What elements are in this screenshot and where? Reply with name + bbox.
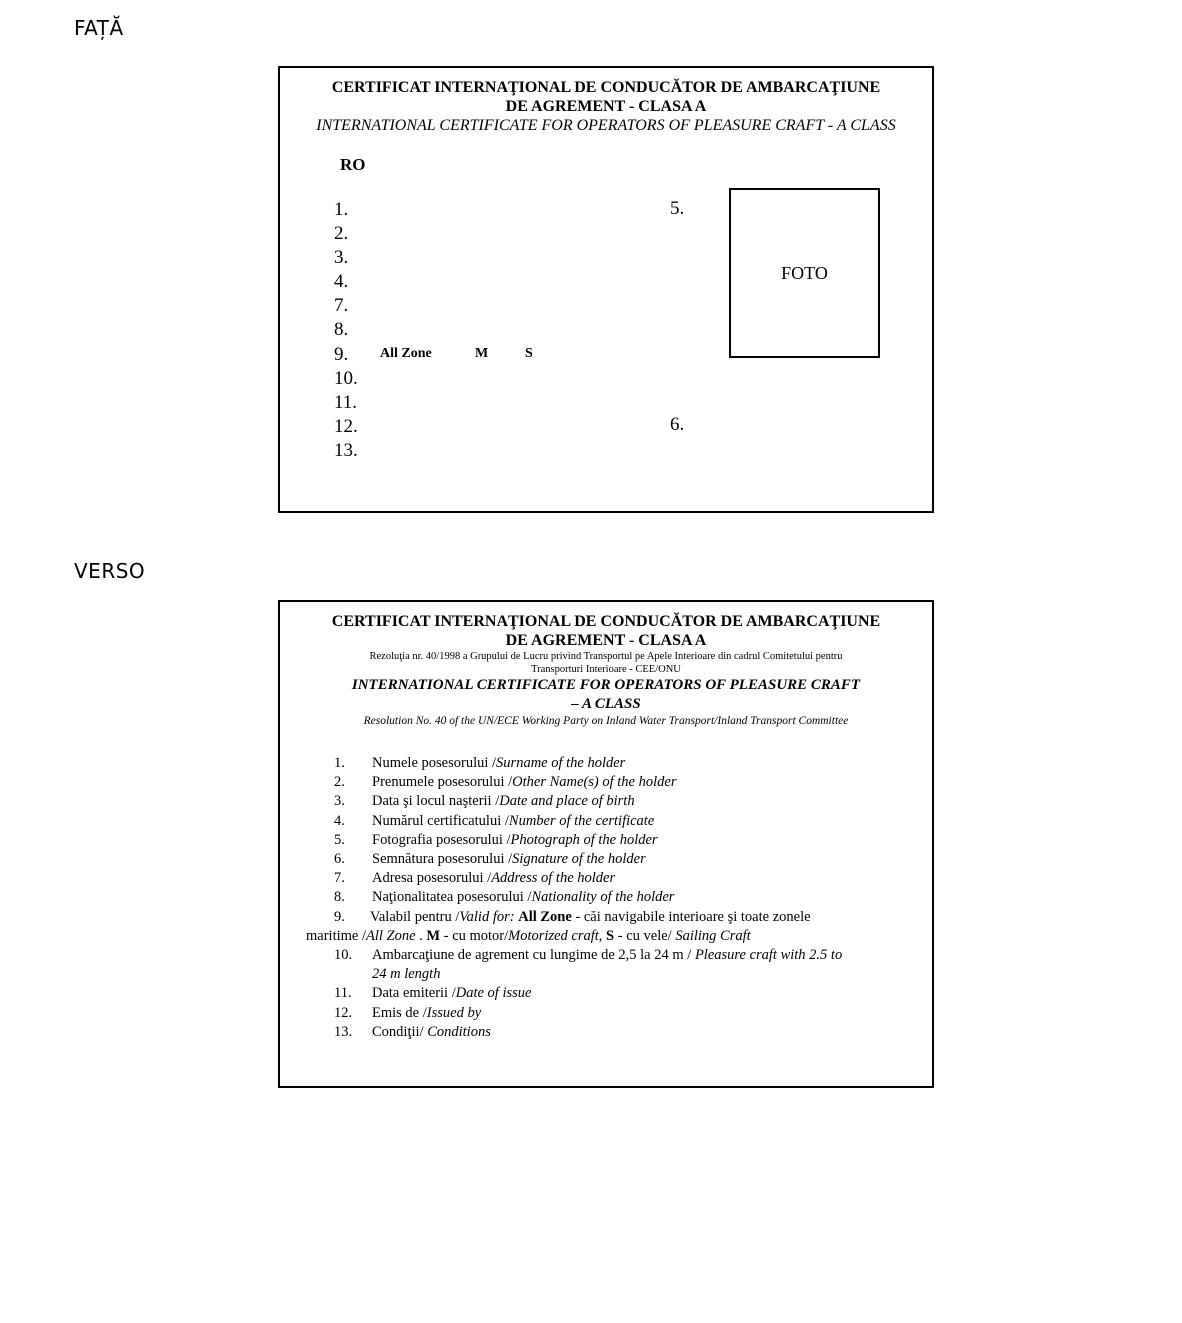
front-field-numbers <box>334 198 358 463</box>
field-number: 2. <box>334 223 349 245</box>
front-title-ro-line1: CERTIFICAT INTERNAŢIONAL DE CONDUCĂTOR DE AMBARCAŢIUNE <box>331 79 881 96</box>
resolution-ro-line1: Rezoluţia nr. 40/1998 a Grupului de Lucru privind Transportul pe Apele Interioare din cadrul Comitetului pentru <box>369 651 843 662</box>
certificate-back <box>278 600 934 1088</box>
field-number-signature: 6. <box>670 414 685 435</box>
field-legend <box>306 754 916 1042</box>
field-number: 10. <box>334 367 358 389</box>
legend-item: 6. Semnătura posesorului /Signature of the holder <box>334 851 646 868</box>
back-title-en-line1: INTERNATIONAL CERTIFICATE FOR OPERATORS OF PLEASURE CRAFT <box>351 677 861 693</box>
legend-item: 1. Numele posesorului /Surname of the holder <box>334 755 626 771</box>
legend-item: 13. Condiţii/ Conditions <box>334 1023 491 1040</box>
resolution-en: Resolution No. 40 of the UN/ECE Working Party on Inland Water Transport/Inland Transport Committee <box>363 715 849 727</box>
legend-item-valid-for: 9. Valabil pentru /Valid for: All Zone - căi navigabile interioare şi toate zonele maritime /All Zone . M - cu motor/Motorized craft, S - cu vele/ Sailing Craft <box>306 908 811 944</box>
front-section-label: FAȚĂ <box>74 16 124 40</box>
back-title-en-line2: – A CLASS <box>571 696 641 712</box>
zone-all: All Zone <box>380 346 432 361</box>
field-number-photo: 5. <box>670 198 685 219</box>
certificate-front <box>278 66 934 513</box>
legend-item-craft-length: 10. Ambarcaţiune de agrement cu lungime de 2,5 la 24 m / Pleasure craft with 2.5 to 24 m length <box>334 947 843 983</box>
legend-item: 12. Emis de /Issued by <box>334 1004 482 1021</box>
field-number: 7. <box>334 295 349 317</box>
legend-item: 11. Data emiterii /Date of issue <box>334 985 532 1002</box>
field-number: 3. <box>334 247 349 269</box>
field-number: 11. <box>334 391 358 413</box>
back-title-ro-line1: CERTIFICAT INTERNAŢIONAL DE CONDUCĂTOR DE AMBARCAŢIUNE <box>331 613 881 630</box>
legend-item: 5. Fotografia posesorului /Photograph of the holder <box>334 831 658 848</box>
legend-item: 3. Data şi locul naşterii /Date and place of birth <box>334 793 635 810</box>
field-number: 9. <box>334 343 349 365</box>
back-title-ro-line2: DE AGREMENT - CLASA A <box>505 632 707 649</box>
field-number: 8. <box>334 319 349 341</box>
zone-s: S <box>525 346 533 361</box>
photo-label: FOTO <box>781 262 828 283</box>
front-title-en: INTERNATIONAL CERTIFICATE FOR OPERATORS OF PLEASURE CRAFT - A CLASS <box>316 117 896 134</box>
zone-m: M <box>475 346 489 361</box>
legend-item: 2. Prenumele posesorului /Other Name(s) of the holder <box>334 774 677 791</box>
resolution-ro-line2: Transporturi Interioare - CEE/ONU <box>531 664 681 675</box>
field-number: 4. <box>334 271 349 293</box>
field-number: 13. <box>334 439 358 461</box>
back-section-label: VERSO <box>74 559 146 583</box>
legend-item: 8. Naţionalitatea posesorului /Nationality of the holder <box>334 889 675 906</box>
country-code: RO <box>340 155 366 174</box>
field-number: 1. <box>334 199 349 220</box>
legend-item: 4. Numărul certificatului /Number of the certificate <box>334 812 655 829</box>
field-number: 12. <box>334 415 358 437</box>
front-title-ro-line2: DE AGREMENT - CLASA A <box>505 98 707 115</box>
photo-placeholder <box>729 188 880 358</box>
legend-item: 7. Adresa posesorului /Address of the holder <box>334 870 616 887</box>
